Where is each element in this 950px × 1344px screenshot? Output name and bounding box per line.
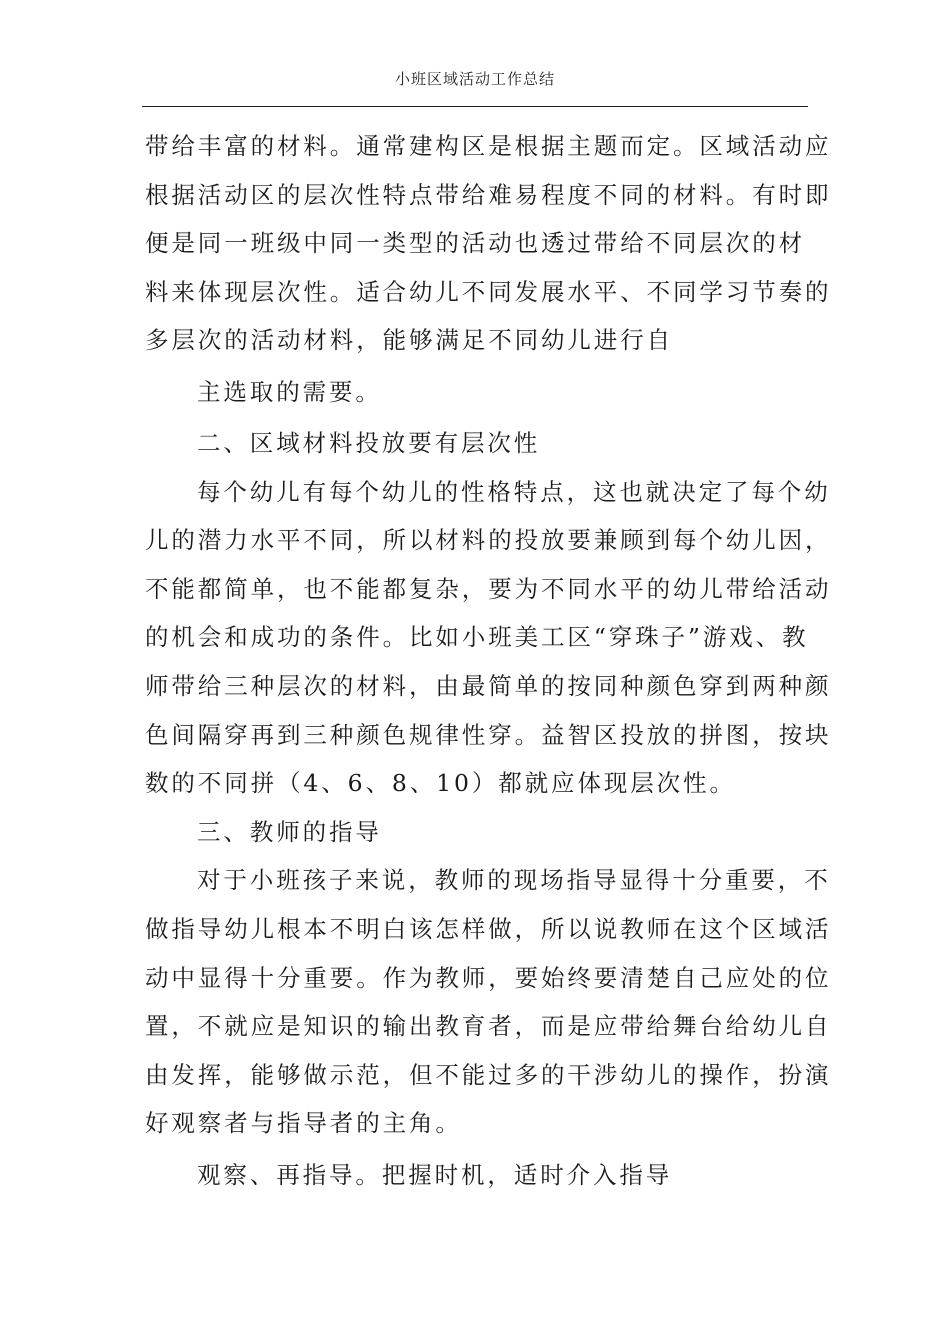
paragraph-line: 带给丰富的材料。通常建构区是根据主题而定。区域活动应 — [145, 132, 832, 160]
paragraph-line: 根据活动区的层次性特点带给难易程度不同的材料。有时即 — [145, 180, 832, 209]
paragraph-line: 观察、再指导。把握时机，适时介入指导 — [197, 1160, 673, 1189]
paragraph-line: 师带给三种层次的材料，由最简单的按同种颜色穿到两种颜 — [145, 671, 832, 700]
paragraph-line: 儿的潜力水平不同，所以材料的投放要兼顾到每个幼儿因， — [145, 526, 832, 555]
paragraph-line: 主选取的需要。 — [197, 377, 382, 406]
paragraph-line: 便是同一班级中同一类型的活动也透过带给不同层次的材 — [145, 229, 805, 258]
paragraph-line: 色间隔穿再到三种颜色规律性穿。益智区投放的拼图，按块 — [145, 720, 832, 749]
paragraph-line: 动中显得十分重要。作为教师，要始终要清楚自己应处的位 — [145, 963, 832, 992]
paragraph-line: 好观察者与指导者的主角。 — [145, 1109, 462, 1138]
header-divider — [142, 106, 808, 107]
section-heading: 三、教师的指导 — [197, 817, 382, 846]
paragraph-line: 不能都简单，也不能都复杂，要为不同水平的幼儿带给活动 — [145, 574, 832, 603]
paragraph-line: 多层次的活动材料，能够满足不同幼儿进行自 — [145, 326, 673, 355]
paragraph-line: 料来体现层次性。适合幼儿不同发展水平、不同学习节奏的 — [145, 277, 832, 306]
section-heading: 二、区域材料投放要有层次性 — [197, 428, 541, 457]
paragraph-line: 对于小班孩子来说，教师的现场指导显得十分重要，不 — [197, 866, 831, 895]
paragraph-line: 数的不同拼（4、6、8、10）都就应体现层次性。 — [145, 769, 736, 798]
page-header-title: 小班区域活动工作总结 — [394, 70, 555, 88]
paragraph-line: 的机会和成功的条件。比如小班美工区“穿珠子”游戏、教 — [145, 623, 809, 652]
paragraph-line: 每个幼儿有每个幼儿的性格特点，这也就决定了每个幼 — [197, 477, 831, 506]
paragraph-line: 置，不就应是知识的输出教育者，而是应带给舞台给幼儿自 — [145, 1012, 832, 1041]
document-body — [145, 122, 832, 1202]
paragraph-line: 做指导幼儿根本不明白该怎样做，所以说教师在这个区域活 — [145, 914, 832, 943]
paragraph-line: 由发挥，能够做示范，但不能过多的干涉幼儿的操作，扮演 — [145, 1060, 832, 1089]
